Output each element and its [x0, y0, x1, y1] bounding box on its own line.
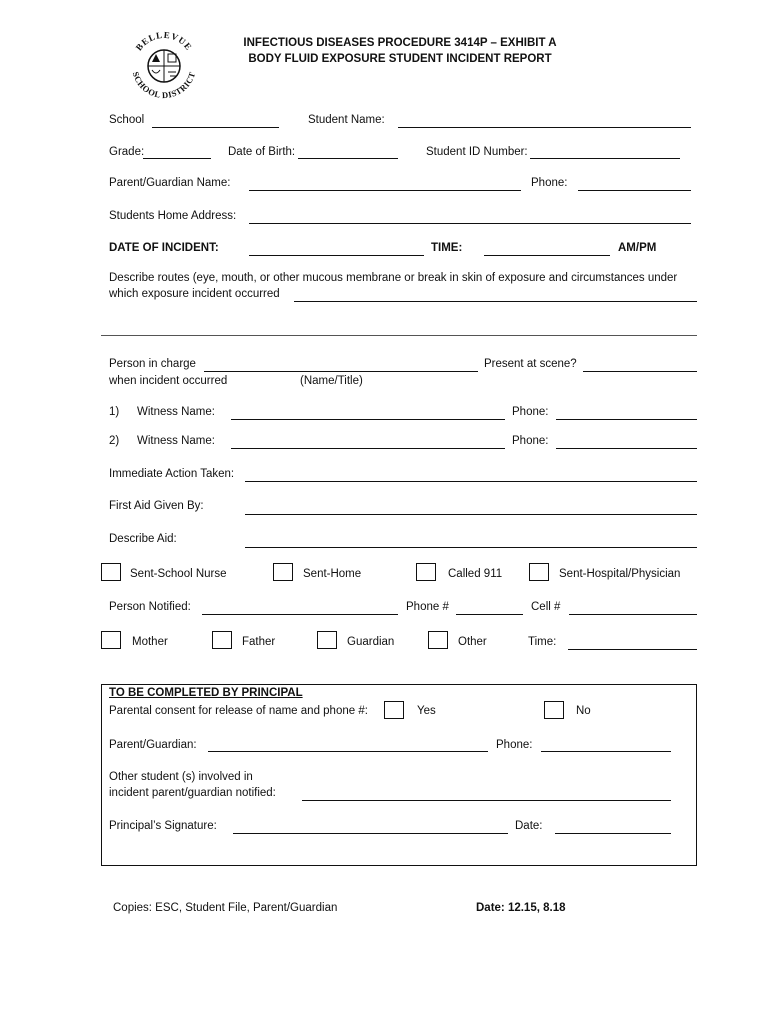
student-name-field[interactable]: [398, 127, 691, 128]
revision-date: Date: 12.15, 8.18: [476, 902, 566, 914]
notified-cell-label: Cell #: [531, 601, 561, 613]
witness2-phone-field[interactable]: [556, 448, 697, 449]
other-label: Other: [458, 636, 487, 648]
parent-guardian-name-field[interactable]: [249, 190, 521, 191]
time-field[interactable]: [484, 255, 610, 256]
form-title-line1: INFECTIOUS DISEASES PROCEDURE 3414P – EXHIBIT A: [243, 37, 557, 49]
principal-signature-label: Principal’s Signature:: [109, 820, 217, 832]
school-label: School: [109, 114, 145, 126]
principal-date-field[interactable]: [555, 833, 671, 834]
witness1-name-label: Witness Name:: [137, 406, 215, 418]
other-students-field[interactable]: [302, 800, 671, 801]
grade-field[interactable]: [143, 158, 211, 159]
person-notified-field[interactable]: [202, 614, 398, 615]
guardian-checkbox[interactable]: [317, 631, 337, 649]
notified-phone-label: Phone #: [406, 601, 449, 613]
time-label: TIME:: [431, 242, 463, 254]
sent-school-nurse-checkbox[interactable]: [101, 563, 121, 581]
mother-label: Mother: [132, 636, 168, 648]
sent-home-checkbox[interactable]: [273, 563, 293, 581]
home-address-label: Students Home Address:: [109, 210, 237, 222]
father-label: Father: [242, 636, 276, 648]
principal-parent-guardian-label: Parent/Guardian:: [109, 739, 197, 751]
phone-field[interactable]: [578, 190, 691, 191]
witness2-number: 2): [109, 435, 120, 447]
other-students-label-line1: Other student (s) involved in: [109, 771, 253, 783]
witness1-phone-label: Phone:: [512, 406, 549, 418]
principal-phone-field[interactable]: [541, 751, 671, 752]
witness2-phone-label: Phone:: [512, 435, 549, 447]
date-of-incident-field[interactable]: [249, 255, 424, 256]
name-title-hint: (Name/Title): [300, 375, 363, 387]
section-divider: [101, 335, 697, 336]
immediate-action-field[interactable]: [245, 481, 697, 482]
routes-label-line2: which exposure incident occurred: [109, 288, 280, 300]
svg-text:SCHOOL DISTRICT: SCHOOL DISTRICT: [130, 70, 198, 101]
ampm-label: AM/PM: [618, 242, 657, 254]
witness2-name-field[interactable]: [231, 448, 505, 449]
called-911-checkbox[interactable]: [416, 563, 436, 581]
person-in-charge-label: Person in charge: [109, 358, 196, 370]
describe-aid-label: Describe Aid:: [109, 533, 177, 545]
present-at-scene-label: Present at scene?: [484, 358, 577, 370]
form-title-line2: BODY FLUID EXPOSURE STUDENT INCIDENT REPORT: [248, 53, 552, 65]
principal-parent-guardian-field[interactable]: [208, 751, 488, 752]
other-students-label-line2: incident parent/guardian notified:: [109, 787, 276, 799]
student-id-field[interactable]: [530, 158, 680, 159]
consent-yes-label: Yes: [417, 705, 436, 717]
when-occurred-label: when incident occurred: [109, 375, 228, 387]
date-of-incident-label: DATE OF INCIDENT:: [109, 242, 219, 254]
phone-label: Phone:: [531, 177, 568, 189]
first-aid-field[interactable]: [245, 514, 697, 515]
principal-heading: TO BE COMPLETED BY PRINCIPAL: [109, 687, 303, 699]
present-at-scene-field[interactable]: [583, 371, 697, 372]
parent-guardian-name-label: Parent/Guardian Name:: [109, 177, 231, 189]
grade-label: Grade:: [109, 146, 145, 158]
principal-phone-label: Phone:: [496, 739, 533, 751]
describe-aid-field[interactable]: [245, 547, 697, 548]
student-name-label: Student Name:: [308, 114, 385, 126]
consent-label: Parental consent for release of name and phone #:: [109, 705, 368, 717]
person-in-charge-field[interactable]: [204, 371, 478, 372]
immediate-action-label: Immediate Action Taken:: [109, 468, 235, 480]
guardian-label: Guardian: [347, 636, 395, 648]
notified-time-field[interactable]: [568, 649, 697, 650]
first-aid-label: First Aid Given By:: [109, 500, 204, 512]
consent-no-checkbox[interactable]: [544, 701, 564, 719]
routes-label-line1: Describe routes (eye, mouth, or other mucous membrane or break in skin of exposure and circumstances under: [109, 272, 678, 284]
dob-label: Date of Birth:: [228, 146, 296, 158]
notified-cell-field[interactable]: [569, 614, 697, 615]
copies-note: Copies: ESC, Student File, Parent/Guardian: [113, 902, 338, 914]
dob-field[interactable]: [298, 158, 398, 159]
school-field[interactable]: [152, 127, 279, 128]
principal-date-label: Date:: [515, 820, 543, 832]
home-address-field[interactable]: [249, 223, 691, 224]
father-checkbox[interactable]: [212, 631, 232, 649]
sent-school-nurse-label: Sent-School Nurse: [130, 568, 227, 580]
sent-hospital-checkbox[interactable]: [529, 563, 549, 581]
person-notified-label: Person Notified:: [109, 601, 191, 613]
principal-signature-field[interactable]: [233, 833, 508, 834]
student-id-label: Student ID Number:: [426, 146, 528, 158]
routes-field[interactable]: [294, 301, 697, 302]
witness1-phone-field[interactable]: [556, 419, 697, 420]
notified-time-label: Time:: [528, 636, 557, 648]
witness1-name-field[interactable]: [231, 419, 505, 420]
consent-yes-checkbox[interactable]: [384, 701, 404, 719]
other-checkbox[interactable]: [428, 631, 448, 649]
witness2-name-label: Witness Name:: [137, 435, 215, 447]
svg-text:BELLEVUE: BELLEVUE: [133, 29, 195, 53]
called-911-label: Called 911: [448, 568, 503, 580]
witness1-number: 1): [109, 406, 120, 418]
mother-checkbox[interactable]: [101, 631, 121, 649]
notified-phone-field[interactable]: [456, 614, 523, 615]
sent-hospital-label: Sent-Hospital/Physician: [559, 568, 681, 580]
sent-home-label: Sent-Home: [303, 568, 362, 580]
consent-no-label: No: [576, 705, 591, 717]
